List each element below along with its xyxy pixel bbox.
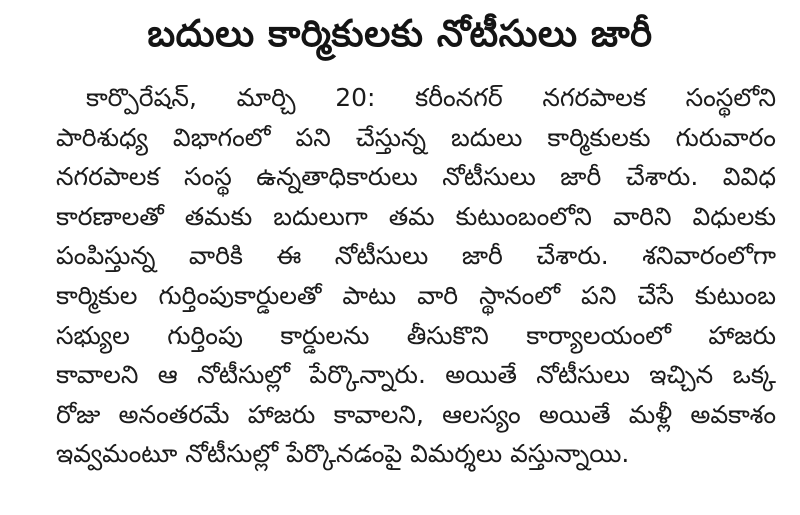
article-line: పారిశుధ్య విభాగంలో పని చేస్తున్న బదులు కార్మికులకు గురువారం [56, 122, 776, 152]
article-line: కార్మికుల గుర్తింపుకార్డులతో పాటు వారి స్థానంలో పని చేసే కుటుంబ [56, 280, 776, 310]
article-body [56, 78, 776, 474]
article-line: సభ్యుల గుర్తింపు కార్డులను తీసుకొని కార్యాలయంలో హాజరు [56, 320, 776, 350]
article-line: నగరపాలక సంస్థ ఉన్నతాధికారులు నోటీసులు జారీ చేశారు. వివిధ [56, 162, 776, 192]
article-line: కావాలని ఆ నోటీసుల్లో పేర్కొన్నారు. అయితే నోటీసులు ఇచ్చిన ఒక్క [56, 360, 776, 390]
article-line: పంపిస్తున్న వారికి ఈ నోటీసులు జారీ చేశారు. శనివారంలోగా [56, 241, 776, 271]
article-line: రోజు అనంతరమే హాజరు కావాలని, ఆలస్యం అయితే మళ్లీ అవకాశం [56, 399, 776, 429]
article-line: కార్పొరేషన్, మార్చి 20: కరీంనగర్ నగరపాలక సంస్థలోని [86, 83, 776, 112]
article-line: ఇవ్వమంటూ నోటీసుల్లో పేర్కొనడంపై విమర్శలు వస్తున్నాయి. [56, 439, 630, 469]
article-headline: బదులు కార్మికులకు నోటీసులు జారీ [147, 12, 653, 55]
article-line: కారణాలతో తమకు బదులుగా తమ కుటుంబంలోని వారిని విధులకు [56, 201, 776, 231]
